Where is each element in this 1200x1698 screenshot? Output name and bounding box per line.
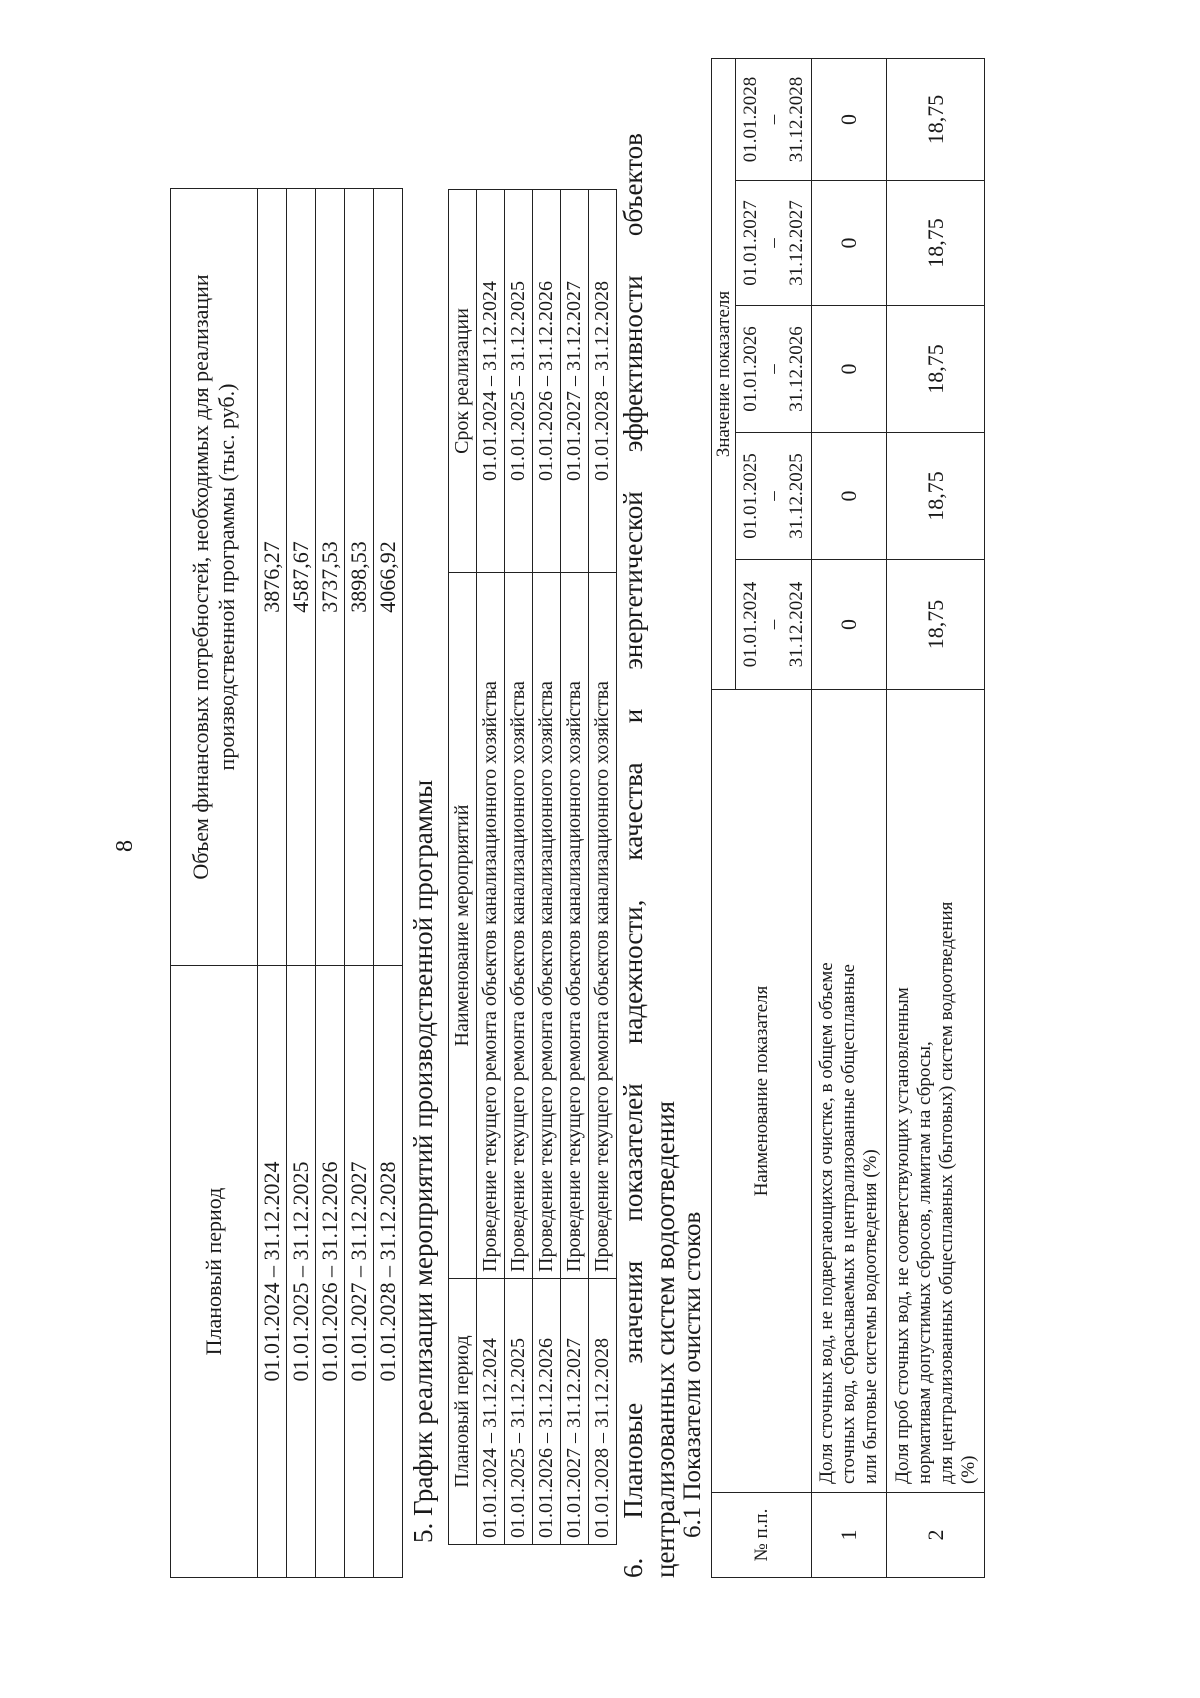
indicator-row bbox=[812, 59, 887, 1578]
budget-row bbox=[258, 189, 287, 1578]
budget-period: 01.01.2024 – 31.12.2024 bbox=[258, 966, 287, 1578]
schedule-measure: Проведение текущего ремонта объектов канализационного хозяйства bbox=[505, 573, 533, 1279]
schedule-period: 01.01.2027 – 31.12.2027 bbox=[561, 1279, 589, 1545]
period-to: 31.12.2026 bbox=[786, 326, 807, 412]
section6-title-word: значения bbox=[618, 1260, 648, 1364]
schedule-header-term: Срок реализации bbox=[449, 190, 477, 573]
section6-title-word: показателей bbox=[618, 1083, 648, 1222]
budget-amount: 3898,53 bbox=[345, 189, 374, 966]
indicator-value: 18,75 bbox=[887, 306, 985, 433]
period-dash: – bbox=[763, 364, 784, 374]
schedule-row bbox=[477, 190, 505, 1545]
period-from: 01.01.2026 bbox=[740, 326, 761, 412]
schedule-table bbox=[448, 189, 617, 1545]
period-to: 31.12.2024 bbox=[786, 581, 807, 668]
indicators-table bbox=[711, 58, 985, 1578]
indicator-value: 18,75 bbox=[887, 560, 985, 690]
schedule-period: 01.01.2028 – 31.12.2028 bbox=[589, 1279, 617, 1545]
budget-row bbox=[345, 189, 374, 1578]
indicator-value: 18,75 bbox=[887, 59, 985, 181]
schedule-row bbox=[533, 190, 561, 1545]
period-header bbox=[736, 181, 812, 306]
indicators-header-value: Значение показателя bbox=[712, 59, 736, 690]
indicator-value: 0 bbox=[812, 181, 887, 306]
indicator-value: 0 bbox=[812, 306, 887, 433]
period-header bbox=[736, 59, 812, 181]
schedule-term: 01.01.2028 – 31.12.2028 bbox=[589, 190, 617, 573]
budget-row bbox=[316, 189, 345, 1578]
budget-period: 01.01.2026 – 31.12.2026 bbox=[316, 966, 345, 1578]
budget-amount: 4587,67 bbox=[287, 189, 316, 966]
period-dash: – bbox=[763, 491, 784, 501]
schedule-term: 01.01.2024 – 31.12.2024 bbox=[477, 190, 505, 573]
indicator-row bbox=[887, 59, 985, 1578]
schedule-measure: Проведение текущего ремонта объектов канализационного хозяйства bbox=[589, 573, 617, 1279]
indicator-name-line: (%) bbox=[957, 1455, 979, 1484]
period-to: 31.12.2027 bbox=[786, 200, 807, 286]
section6-title-line2: централизованных систем водоотведения bbox=[650, 1100, 680, 1578]
indicator-num: 1 bbox=[812, 1493, 887, 1578]
indicator-value: 18,75 bbox=[887, 181, 985, 306]
section6-title-line1 bbox=[618, 133, 649, 1578]
indicator-value: 0 bbox=[812, 560, 887, 690]
schedule-term: 01.01.2025 – 31.12.2025 bbox=[505, 190, 533, 573]
schedule-table-header bbox=[449, 190, 477, 1545]
section6-title-word: энергетической bbox=[618, 491, 648, 670]
indicator-name bbox=[812, 690, 887, 1493]
schedule-measure: Проведение текущего ремонта объектов канализационного хозяйства bbox=[561, 573, 589, 1279]
section6-title-word: Плановые bbox=[618, 1402, 648, 1519]
schedule-period: 01.01.2025 – 31.12.2025 bbox=[505, 1279, 533, 1545]
indicator-name-line: или бытовые системы водоотведения (%) bbox=[860, 1149, 881, 1484]
budget-header-amount: Объем финансовых потребностей, необходимых для реализации производственной программы (тыс. руб.) bbox=[171, 189, 258, 966]
budget-period: 01.01.2028 – 31.12.2028 bbox=[374, 966, 403, 1578]
section5-heading: 5. График реализации мероприятий производственной программы bbox=[408, 779, 438, 1543]
budget-table bbox=[170, 188, 403, 1578]
indicators-header-top bbox=[712, 59, 736, 1578]
budget-amount: 4066,92 bbox=[374, 189, 403, 966]
period-header bbox=[736, 306, 812, 433]
section6-title-word: 6. bbox=[618, 1557, 648, 1578]
section6-title-word: качества bbox=[618, 762, 648, 861]
section6-title-word: эффективности bbox=[618, 275, 648, 453]
period-from: 01.01.2028 bbox=[740, 76, 761, 163]
indicator-name-line: нормативам допустимых сбросов, лимитам на сбросы, bbox=[913, 1041, 935, 1484]
indicator-name-line: сточных вод, сбрасываемых в централизованные общесплавные bbox=[838, 964, 859, 1484]
indicator-value: 0 bbox=[812, 433, 887, 560]
schedule-row bbox=[589, 190, 617, 1545]
budget-table-header bbox=[171, 189, 258, 1578]
schedule-period: 01.01.2024 – 31.12.2024 bbox=[477, 1279, 505, 1545]
indicator-num: 2 bbox=[887, 1493, 985, 1578]
period-dash: – bbox=[763, 238, 784, 248]
schedule-measure: Проведение текущего ремонта объектов канализационного хозяйства bbox=[533, 573, 561, 1279]
period-dash: – bbox=[763, 619, 784, 630]
indicator-value: 0 bbox=[812, 59, 887, 181]
indicator-value: 18,75 bbox=[887, 433, 985, 560]
indicators-header-num: № п.п. bbox=[712, 1493, 812, 1578]
budget-header-period: Плановый период bbox=[171, 966, 258, 1578]
schedule-term: 01.01.2027 – 31.12.2027 bbox=[561, 190, 589, 573]
schedule-header-measure: Наименование мероприятий bbox=[449, 573, 477, 1279]
budget-row bbox=[287, 189, 316, 1578]
schedule-header-period: Плановый период bbox=[449, 1279, 477, 1545]
budget-period: 01.01.2025 – 31.12.2025 bbox=[287, 966, 316, 1578]
indicator-name-line: Доля сточных вод, не подвергающихся очистке, в общем объеме bbox=[816, 962, 837, 1484]
section6-title-word: и bbox=[618, 708, 648, 724]
schedule-term: 01.01.2026 – 31.12.2026 bbox=[533, 190, 561, 573]
budget-row bbox=[374, 189, 403, 1578]
schedule-row bbox=[505, 190, 533, 1545]
page-number: 8 bbox=[112, 840, 138, 852]
period-from: 01.01.2027 bbox=[740, 200, 761, 286]
section6-1-heading: 6.1 Показатели очистки стоков bbox=[679, 1211, 706, 1538]
period-dash: – bbox=[763, 114, 784, 125]
budget-period: 01.01.2027 – 31.12.2027 bbox=[345, 966, 374, 1578]
section6-title-word: надежности, bbox=[618, 899, 648, 1045]
indicator-name-line: Доля проб сточных вод, не соответствующих установленным bbox=[891, 987, 913, 1484]
schedule-row bbox=[561, 190, 589, 1545]
period-from: 01.01.2024 bbox=[740, 581, 761, 668]
budget-amount: 3876,27 bbox=[258, 189, 287, 966]
indicator-name bbox=[887, 690, 985, 1493]
indicators-header-name: Наименование показателя bbox=[712, 690, 812, 1493]
period-to: 31.12.2025 bbox=[786, 453, 807, 539]
section6-title-word: объектов bbox=[618, 133, 648, 237]
budget-amount: 3737,53 bbox=[316, 189, 345, 966]
schedule-period: 01.01.2026 – 31.12.2026 bbox=[533, 1279, 561, 1545]
schedule-measure: Проведение текущего ремонта объектов канализационного хозяйства bbox=[477, 573, 505, 1279]
period-to: 31.12.2028 bbox=[786, 76, 807, 163]
period-header bbox=[736, 433, 812, 560]
indicator-name-line: для централизованных общесплавных (бытовых) систем водоотведения bbox=[935, 901, 957, 1484]
period-from: 01.01.2025 bbox=[740, 453, 761, 539]
period-header bbox=[736, 560, 812, 690]
